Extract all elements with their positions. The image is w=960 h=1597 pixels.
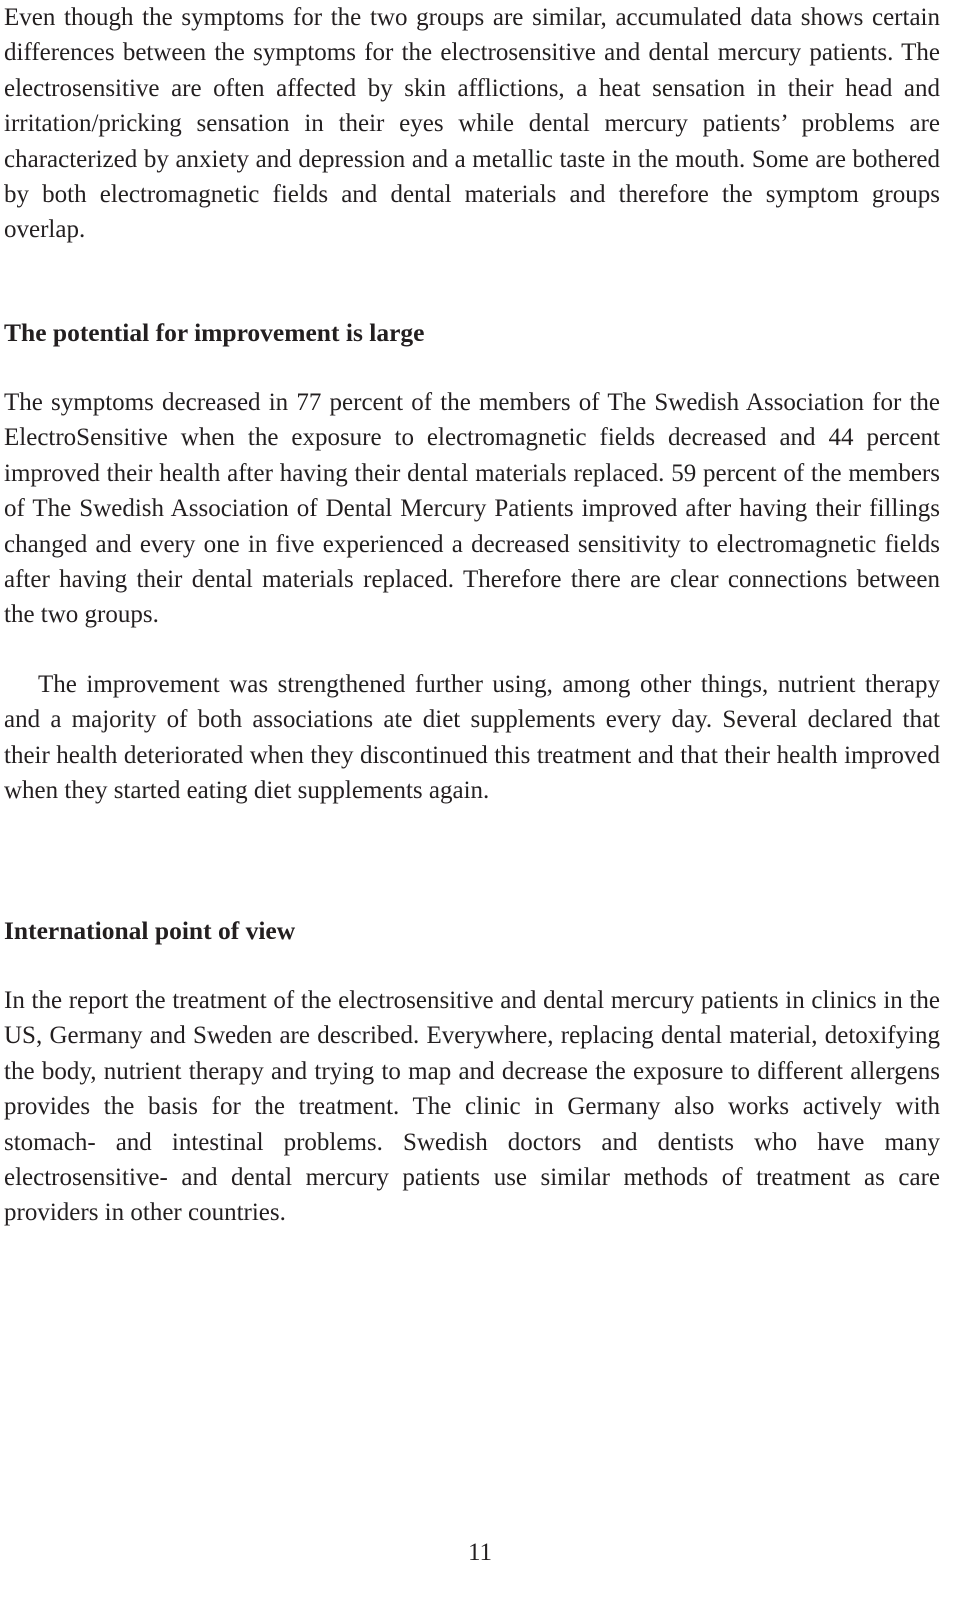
paragraph-international-treatment: In the report the treatment of the electrosensitive and dental mercury patients in clinics in the US, Germany and Sweden are described. Everywhere, replacing dental material, detoxifying the body, nutrient therapy and trying to map and decrease the exposure to different allergens provides the basis for the treatment. The clinic in Germany also works actively with stomach- and intestinal problems. Swedish doctors and dentists who have many electrosensitive- and dental mercury patients use similar methods of treatment as care providers in other countries.: [4, 987, 940, 1227]
paragraph-improvement-statistics: The symptoms decreased in 77 percent of the members of The Swedish Association for the ElectroSensitive when the exposure to electromagnetic fields decreased and 44 percent improved their health after having their dental materials replaced. 59 percent of the members of The Swedish Association of Dental Mercury Patients improved after having their fillings changed and every one in five experienced a decreased sensitivity to electromagnetic fields after having their dental materials replaced. Therefore there are clear connections between the two groups.: [4, 389, 940, 629]
paragraph-symptom-differences: Even though the symptoms for the two groups are similar, accumulated data shows certain differences between the symptoms for the electrosensitive and dental mercury patients. The electrosensitive are often affected by skin afflictions, a heat sensation in their head and irritation/pricking sensation in their eyes while dental mercury patients’ problems are characterized by anxiety and depression and a metallic taste in the mouth. Some are bothered by both electromagnetic fields and dental materials and therefore the symptom groups overlap.: [4, 4, 940, 244]
heading-international-view: International point of view: [4, 916, 296, 945]
heading-potential-improvement: The potential for improvement is large: [4, 318, 425, 347]
paragraph-nutrient-therapy: The improvement was strengthened further using, among other things, nutrient therapy and a majority of both associations ate diet supplements every day. Several declared that their health deteriorated when they discontinued this treatment and that their health improved when they started eating diet supplements again.: [4, 671, 940, 805]
page-number: 11: [467, 1539, 493, 1566]
